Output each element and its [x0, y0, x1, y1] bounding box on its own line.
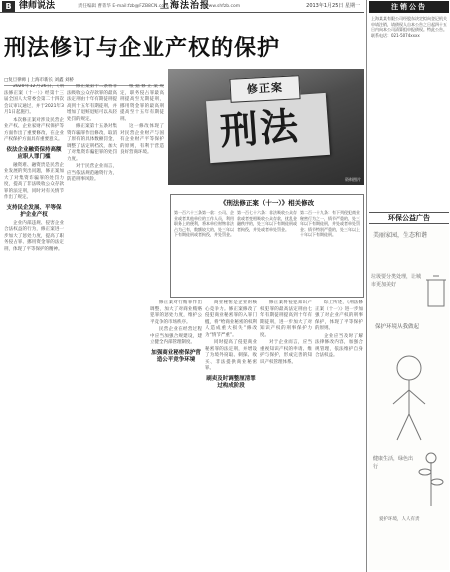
- amendment-card: 修正案: [229, 75, 300, 103]
- attachment-columns: [174, 210, 360, 296]
- subheading: 依法企业融资保持高额应职人罪门槛: [6, 146, 62, 160]
- paragraph: 企业内部违规、侵害企业合法权益的行为，修正案进一步加大了惩处力度，提高了职务侵占罪、挪用资金罪的法定刑，体现了平等保护的精神。: [4, 220, 64, 252]
- paragraph: 本次修正案对涉及民营企业产权、企业家财产权保护等方面作出了重要修改，在企业产权保护方面具有重要意义。: [4, 117, 64, 142]
- subheading: 加强商业秘密保护营造公平竞争环境: [151, 349, 201, 363]
- photo-credit: 资料图片: [345, 177, 361, 182]
- notice-text: 上海某某有限公司经股东决定拟向登记机关申请注销，请债权人自本公告之日起四十五日内向本公司清算组申报债权。特此公告。联系电话：021-5074xxxx: [371, 16, 447, 38]
- paragraph: 修正案对行贿罪作出调整，加大了对商业贿赂犯罪的惩处力度，维护公平竞争的市场秩序。: [150, 300, 202, 325]
- paragraph: 商业秘密是企业的核心竞争力。修正案修改了侵犯商业秘密罪的入罪门槛，将“给商业秘密的权利人造成重大损失”修改为“情节严重”。: [205, 300, 257, 338]
- handwritten-line: 保护环境从我做起: [375, 324, 420, 330]
- subheading: 刷卖及时调整厘清罪过构成阶段: [206, 375, 256, 389]
- book-title: 刑法: [218, 102, 302, 154]
- article-column-1: [4, 84, 64, 568]
- article-photo: [168, 69, 364, 185]
- article-column-4: [150, 300, 202, 568]
- trash-bin-doodle: [425, 272, 447, 308]
- handwritten-line: 垃圾要分类处理，让城市更加美好: [371, 274, 422, 288]
- paragraph: 民营企业在经营过程中应当加强合规建设，建立健全内部管理制度。: [150, 327, 202, 345]
- handwritten-line: 美丽家园，生态和谐: [373, 232, 428, 239]
- paragraph: 修正案第十五条对集资诈骗罪作出修改，取消了原有的具体数额罚金，调整了法定刑档次，加大了对集资诈骗犯罪的处罚力度。: [67, 124, 117, 162]
- child-figure-doodle: [381, 350, 437, 446]
- section-tag: B: [2, 1, 15, 12]
- paragraph: 修正案将侵犯知识产权犯罪的最高法定刑由七年有期徒刑提高到十年有期徒刑，进一步加大了对知识产权的刑事保护力度。: [260, 300, 312, 338]
- paragraph: 根据修正案规定，职务侵占罪最高刑提高至无期徒刑，挪用资金罪的最高刑提高至十五年有期徒刑。: [120, 84, 164, 122]
- article-headline: 刑法修订与企业产权的保护: [4, 36, 281, 61]
- handwritten-line: 爱护环境，人人有责: [379, 517, 420, 522]
- paragraph: 这一修改体现了对民营企业财产与国有企业财产平等保护的原则，有利于营造良好营商环境。: [120, 124, 164, 155]
- handwritten-line: 健康生活，绿色出行: [373, 456, 414, 470]
- ad-title: 环保公益广告: [369, 212, 449, 224]
- newspaper-masthead: 上海法治报: [160, 1, 211, 11]
- paragraph: 修正案第十二条将非法吸收公众存款罪的最高法定刑由十年有期徒刑提高到十五年有期徒刑，并增加了退赃退赔可以从轻处罚的规定。: [67, 84, 117, 122]
- attachment-text: 第二百一十九条：有下列侵犯商业秘密行为之一，情节严重的，处三年以下有期徒刑，并处或者单处罚金；情节特别严重的，处三年以上十年以下有期徒刑。: [300, 210, 360, 238]
- article-byline: □复旦律师 | 上海市新长 刘鑫 刘桥: [4, 77, 164, 86]
- amendment-attachment-box: [170, 194, 364, 298]
- notice-title: 注销公告: [369, 1, 449, 13]
- attachment-text: 第一百六十三条第一款：公司、企业或者其他单位的工作人员，利用职务上的便利，将本单位财物非法占为己有，数额较大的，处三年以下有期徒刑或者拘役，并处罚金。: [174, 210, 234, 238]
- issue-date: 2013年1月25日 星期一: [306, 3, 360, 9]
- attachment-title: 《刑法修正案（十一）》相关修改: [219, 199, 315, 207]
- paragraph: 综上所述，《刑法修正案（十一）》进一步加强了对企业产权的刑事保护，体现了平等保护的原则。: [315, 300, 363, 331]
- article-column-5: [205, 300, 257, 568]
- plant-doodle: [417, 448, 445, 508]
- paragraph: 同时提高了侵犯商业秘密罪的法定刑，并增设了为境外窃取、刺探、收买、非法提供商业秘密罪。: [205, 340, 257, 371]
- attachment-text: 第一百七十六条：非法吸收公众存款或者变相吸收公众存款，扰乱金融秩序的，处三年以下有期徒刑或者拘役，并处或者单处罚金。: [237, 210, 297, 232]
- paragraph: 对于企业而言，应当重视知识产权的申请、维护与保护，形成完善的知识产权管理体系。: [260, 340, 312, 365]
- paragraph: 企业应当及时了解法律修改内容，加强合规管理，依法维护自身合法权益。: [315, 333, 363, 358]
- article-column-7: [315, 300, 363, 568]
- right-rail: [366, 0, 450, 572]
- paragraph: 融资难、融资贵是民营企业发展的突出问题，修正案加大了对集资诈骗罪的处罚力度，提高了非法吸收公众存款罪的法定刑，同时对有关情节作出了规定。: [4, 162, 64, 200]
- paragraph: 2020年12月26日，《刑法修正案（十一）》经第十三届全国人大常委会第二十四次会议审议通过，并于2021年3月1日起施行。: [4, 84, 64, 115]
- criminal-law-book: [206, 93, 330, 163]
- article-column-2: [67, 84, 117, 568]
- paragraph: 对于民营企业而言，应当依法规范融资行为，防范刑事风险。: [67, 164, 117, 182]
- editor-meta: 责任编辑 曹菁华 E-mail:fzb@FZB8CN.com: [78, 4, 169, 9]
- article-column-6: [260, 300, 312, 568]
- handwritten-ad: [369, 226, 449, 570]
- subheading: 支持民企发展、平等保护企业产权: [6, 204, 62, 218]
- newspaper-url: www.shfzb.com: [205, 4, 241, 9]
- page-header: [0, 0, 364, 13]
- section-name: 律师说法: [19, 1, 56, 11]
